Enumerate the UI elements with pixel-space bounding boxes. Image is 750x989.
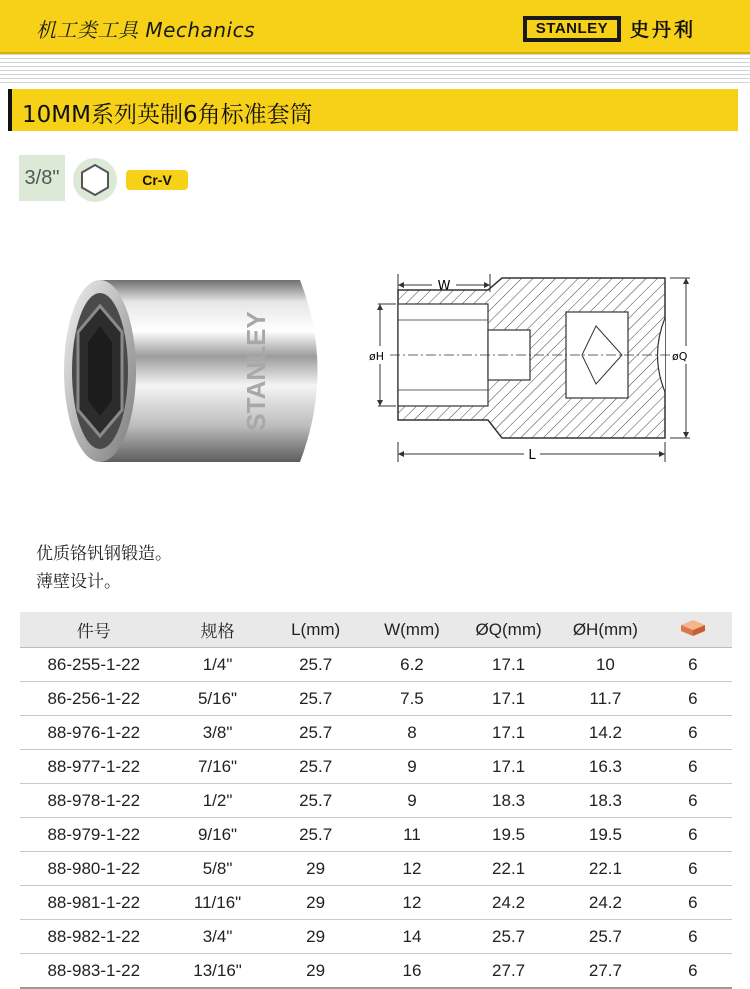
category-label: 机工类工具 Mechanics (36, 18, 255, 42)
pack-qty-cell: 6 (654, 682, 732, 716)
material-badge: Cr-V (126, 170, 188, 190)
pack-qty-cell: 6 (654, 750, 732, 784)
table-row (20, 818, 732, 852)
h-cell: 11.7 (557, 682, 654, 716)
part-number-cell: 88-982-1-22 (20, 920, 168, 954)
drive-size-badge: 3/8" (19, 155, 65, 201)
part-number-cell: 88-980-1-22 (20, 852, 168, 886)
size-cell: 3/8" (168, 716, 268, 750)
size-cell: 3/4" (168, 920, 268, 954)
width-cell: 7.5 (364, 682, 460, 716)
width-cell: 9 (364, 750, 460, 784)
width-cell: 6.2 (364, 648, 460, 682)
length-cell: 25.7 (268, 716, 364, 750)
pack-qty-cell: 6 (654, 648, 732, 682)
product-description (36, 540, 172, 596)
h-cell: 25.7 (557, 920, 654, 954)
pack-qty-cell: 6 (654, 716, 732, 750)
q-cell: 25.7 (460, 920, 557, 954)
size-cell: 5/8" (168, 852, 268, 886)
h-cell: 18.3 (557, 784, 654, 818)
table-row (20, 920, 732, 954)
logo-text: STANLEY (527, 20, 617, 38)
brand-chinese-name: 史丹利 (630, 19, 697, 41)
h-cell: 14.2 (557, 716, 654, 750)
part-number-cell: 88-977-1-22 (20, 750, 168, 784)
dim-q-label: øQ (672, 350, 688, 363)
width-cell: 9 (364, 784, 460, 818)
header-stripes (0, 54, 750, 84)
size-cell: 13/16" (168, 954, 268, 989)
table-row (20, 682, 732, 716)
length-cell: 25.7 (268, 648, 364, 682)
part-number-cell: 86-256-1-22 (20, 682, 168, 716)
header-width: W(mm) (364, 612, 460, 648)
h-cell: 19.5 (557, 818, 654, 852)
header-size: 规格 (168, 612, 268, 648)
pack-qty-cell: 6 (654, 886, 732, 920)
length-cell: 25.7 (268, 750, 364, 784)
dim-h-label: øH (369, 350, 385, 363)
dim-w-label: W (437, 279, 451, 294)
pack-qty-cell: 6 (654, 954, 732, 989)
table-row (20, 716, 732, 750)
part-number-cell: 88-983-1-22 (20, 954, 168, 989)
dim-l-label: L (528, 448, 536, 463)
header-length: L(mm) (268, 612, 364, 648)
page-title: 10MM系列英制6角标准套筒 (22, 102, 313, 128)
table-header-row (20, 612, 732, 648)
q-cell: 18.3 (460, 784, 557, 818)
box-icon (654, 612, 732, 648)
q-cell: 17.1 (460, 716, 557, 750)
pack-qty-cell: 6 (654, 852, 732, 886)
h-cell: 16.3 (557, 750, 654, 784)
socket-image (60, 270, 340, 474)
pack-qty-cell: 6 (654, 784, 732, 818)
table-row (20, 852, 732, 886)
width-cell: 12 (364, 886, 460, 920)
table-row (20, 954, 732, 989)
q-cell: 17.1 (460, 750, 557, 784)
width-cell: 16 (364, 954, 460, 989)
part-number-cell: 88-981-1-22 (20, 886, 168, 920)
length-cell: 29 (268, 852, 364, 886)
dimension-diagram (360, 270, 700, 474)
h-cell: 27.7 (557, 954, 654, 989)
title-bar (8, 89, 738, 131)
description-line: 优质铬钒钢锻造。 (36, 544, 172, 564)
socket-brand-etching: STANLEY (241, 311, 271, 431)
q-cell: 24.2 (460, 886, 557, 920)
size-cell: 7/16" (168, 750, 268, 784)
q-cell: 27.7 (460, 954, 557, 989)
length-cell: 25.7 (268, 818, 364, 852)
part-number-cell: 88-976-1-22 (20, 716, 168, 750)
header-q: ØQ(mm) (460, 612, 557, 648)
part-number-cell: 88-978-1-22 (20, 784, 168, 818)
part-number-cell: 86-255-1-22 (20, 648, 168, 682)
size-cell: 1/4" (168, 648, 268, 682)
description-line: 薄壁设计。 (36, 572, 121, 592)
header-part-no: 件号 (20, 612, 168, 648)
header-h: ØH(mm) (557, 612, 654, 648)
size-cell: 11/16" (168, 886, 268, 920)
width-cell: 14 (364, 920, 460, 954)
table-row (20, 784, 732, 818)
size-cell: 1/2" (168, 784, 268, 818)
size-cell: 5/16" (168, 682, 268, 716)
table-row (20, 648, 732, 682)
table-row (20, 750, 732, 784)
h-cell: 10 (557, 648, 654, 682)
length-cell: 25.7 (268, 784, 364, 818)
width-cell: 11 (364, 818, 460, 852)
length-cell: 29 (268, 920, 364, 954)
spec-table (20, 612, 732, 989)
length-cell: 25.7 (268, 682, 364, 716)
q-cell: 17.1 (460, 648, 557, 682)
brand-header (0, 0, 750, 54)
width-cell: 12 (364, 852, 460, 886)
q-cell: 22.1 (460, 852, 557, 886)
table-row (20, 886, 732, 920)
length-cell: 29 (268, 954, 364, 989)
hexagon-icon (70, 155, 120, 209)
pack-qty-cell: 6 (654, 920, 732, 954)
part-number-cell: 88-979-1-22 (20, 818, 168, 852)
stanley-logo (523, 16, 621, 42)
pack-qty-cell: 6 (654, 818, 732, 852)
width-cell: 8 (364, 716, 460, 750)
h-cell: 24.2 (557, 886, 654, 920)
length-cell: 29 (268, 886, 364, 920)
q-cell: 19.5 (460, 818, 557, 852)
q-cell: 17.1 (460, 682, 557, 716)
size-cell: 9/16" (168, 818, 268, 852)
h-cell: 22.1 (557, 852, 654, 886)
